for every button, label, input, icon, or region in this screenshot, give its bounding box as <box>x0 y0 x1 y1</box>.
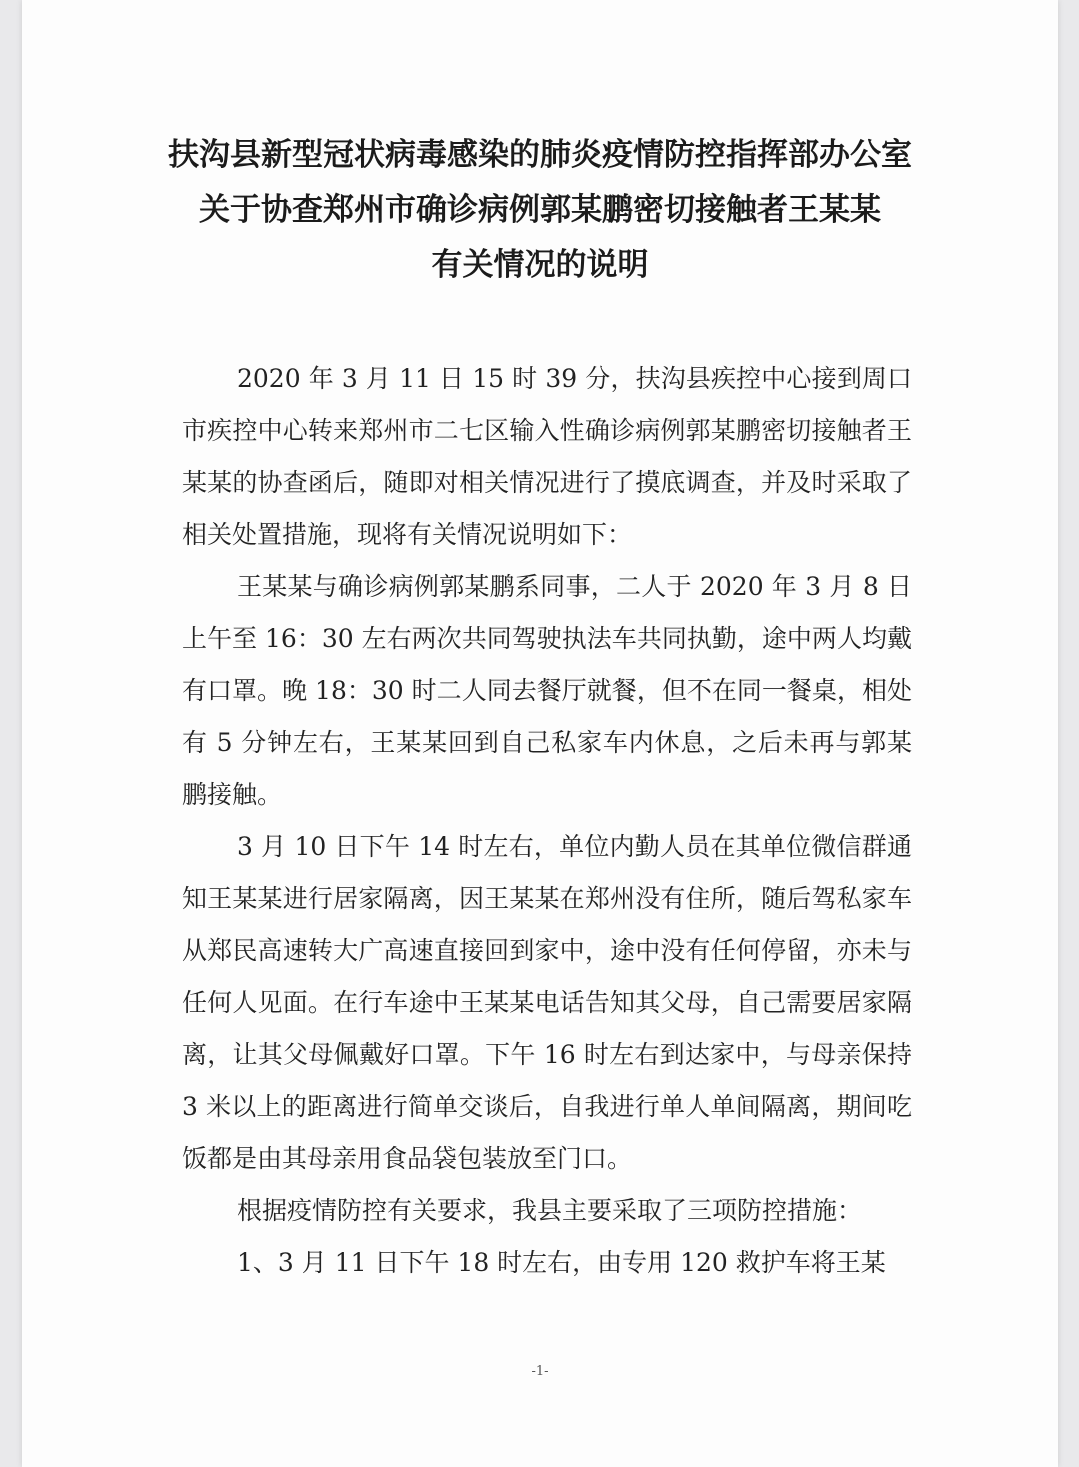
title-line-2: 关于协查郑州市确诊病例郭某鹏密切接触者王某某 <box>199 192 881 228</box>
title-line-1: 扶沟县新型冠状病毒感染的肺炎疫情防控指挥部办公室 <box>168 137 912 173</box>
paragraph-5: 1、3 月 11 日下午 18 时左右，由专用 120 救护车将王某 <box>237 1248 886 1277</box>
paragraph-4: 根据疫情防控有关要求，我县主要采取了三项防控措施： <box>237 1196 863 1225</box>
page-number: -1- <box>531 1364 549 1379</box>
paragraph-2: 王某某与确诊病例郭某鹏系同事，二人于 2020 年 3 月 8 日上午至 16：30 左右两次共同驾驶执法车共同执勤，途中两人均戴有口罩。晚 18：30 时二人同去餐厅就餐，但不在同一餐桌，相处有 5 分钟左右，王某某回到自己私家车内休息，之后未再与郭某鹏接触。 <box>182 572 912 809</box>
document-body <box>182 353 912 1289</box>
title-line-3: 有关情况的说明 <box>431 247 649 283</box>
paragraph-3: 3 月 10 日下午 14 时左右，单位内勤人员在其单位微信群通知王某某进行居家隔离，因王某某在郑州没有住所，随后驾私家车从郑民高速转大广高速直接回到家中，途中没有任何停留，亦未与任何人见面。在行车途中王某某电话告知其父母，自己需要居家隔离，让其父母佩戴好口罩。下午 16 时左右到达家中，与母亲保持 3 米以上的距离进行简单交谈后，自我进行单人单间隔离，期间吃饭都是由其母亲用食品袋包装放至门口。 <box>182 832 912 1173</box>
paragraph-1: 2020 年 3 月 11 日 15 时 39 分，扶沟县疾控中心接到周口市疾控中心转来郑州市二七区输入性确诊病例郭某鹏密切接触者王某某的协查函后，随即对相关情况进行了摸底调查，并及时采取了相关处置措施，现将有关情况说明如下： <box>182 364 912 549</box>
document-page <box>22 0 1058 1467</box>
document-title <box>22 128 1058 293</box>
